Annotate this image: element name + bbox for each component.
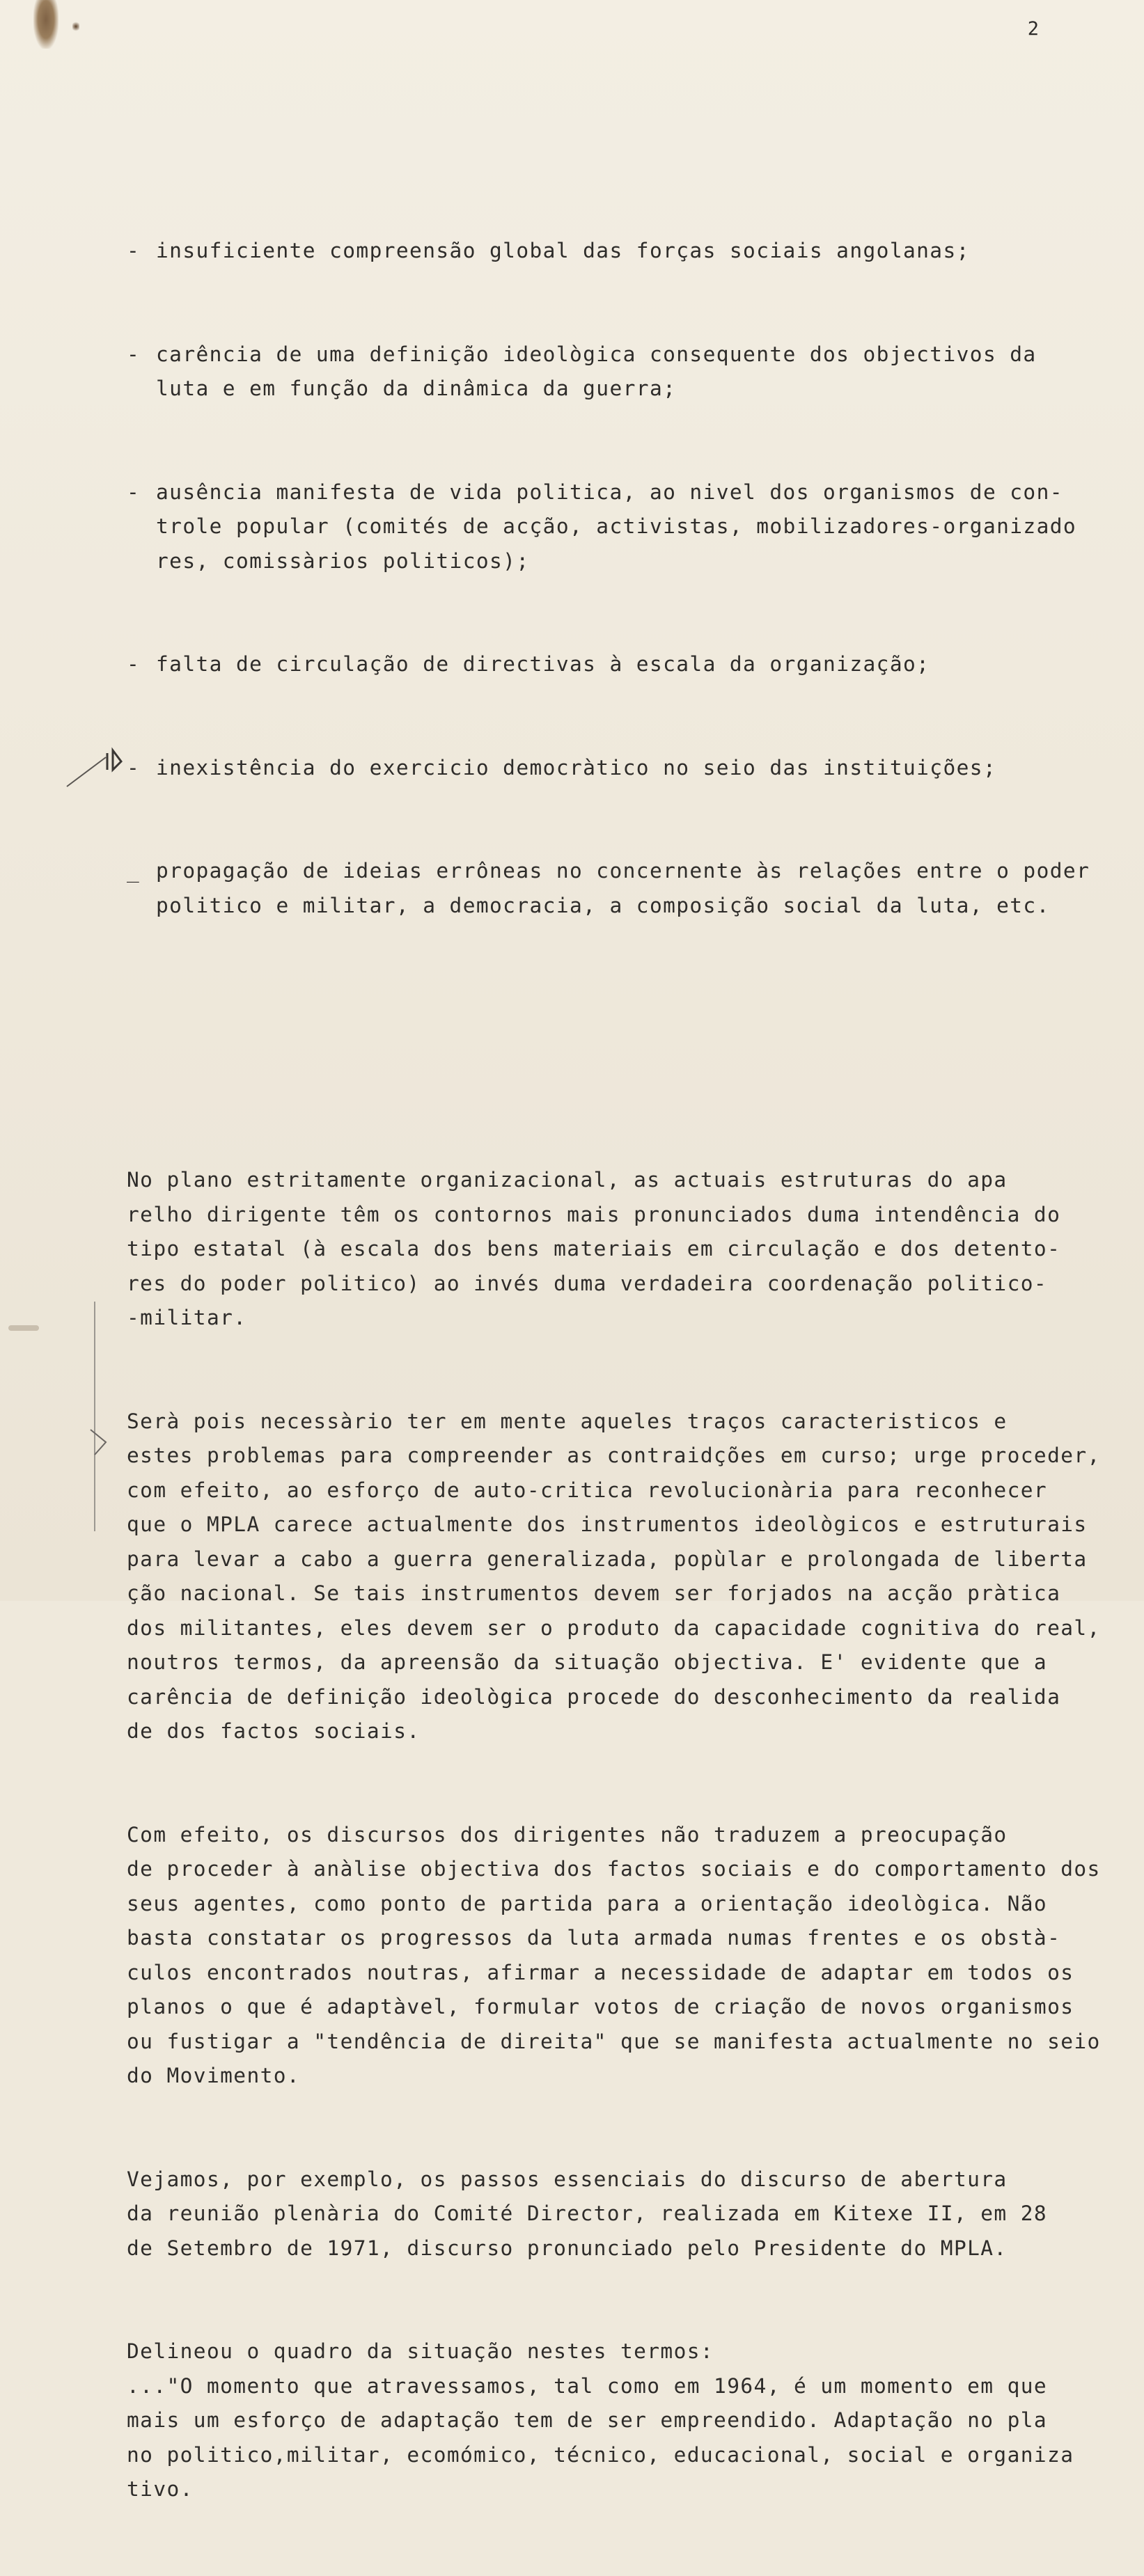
bullet-dash: - — [127, 755, 141, 780]
margin-arrow-mark — [64, 738, 127, 793]
paragraph: No plano estritamente organizacional, as actuais estruturas do apa relho dirigente têm os contornos mais pronunciados duma intendência do tipo estatal (à escala dos bens materiais em circulação e dos detento- res do poder politico) ao invés duma verdadeira coordenação politico- -militar. — [127, 1168, 1061, 1329]
list-item — [127, 647, 1115, 682]
bullet-dash: - — [127, 480, 141, 504]
bullet-dash: - — [127, 342, 141, 366]
list-item — [127, 854, 1115, 923]
ink-stain — [33, 0, 58, 49]
paragraph: Serà pois necessàrio ter em mente aqueles traços caracteristicos e estes problemas para compreender as contraidções em curso; urge proceder, com efeito, ao esforço de auto-critica revolucionària para reconhecer que o MPLA carece actualmente dos instrumentos ideològicos e estruturais para levar a cabo a guerra generalizada, popùlar e prolongada de liberta ção nacional. Se tais instrumentos devem ser forjados na acção pràtica dos militantes, eles devem ser o produto da capacidade cognitiva do real, noutros termos, da apreensão da situação objectiva. E' evidente que a carência de definição ideològica procede do desconhecimento da realida de dos factos sociais. — [127, 1409, 1101, 1743]
list-item — [127, 338, 1115, 406]
list-item — [127, 475, 1115, 579]
paragraph: Delineou o quadro da situação nestes termos: ..."O momento que atravessamos, tal como em 1964, é um momento em que mais um esforço de adaptação tem de ser empreendido. Adaptação no pla no politico,militar, ecomómico, técnico, educacional, social e organiza tivo. — [127, 2339, 1074, 2501]
list-item-text: ausência manifesta de vida politica, ao nivel dos organismos de con- trole popular (comités de acção, activistas, mobilizadores-organizado res, comissàrios politicos); — [156, 480, 1077, 573]
paragraph: Com efeito, os discursos dos dirigentes não traduzem a preocupação de proceder à anàlise objectiva dos factos sociais e do comportamento dos seus agentes, como ponto de partida para a orientação ideològica. Não basta constatar os progressos da luta armada numas frentes e os obstà- culos encontrados noutras, afirmar a necessidade de adaptar em todos os planos o que é adaptàvel, formular votos de criação de novos organismos ou fustigar a "tendência de direita" que se manifesta actualmente no seio do Movimento. — [127, 1822, 1101, 2087]
bullet-list — [127, 165, 1115, 992]
bullet-dash: - — [127, 239, 141, 262]
margin-bracket-mark — [89, 1427, 117, 1524]
list-item-text: inexistência do exercicio democràtico no seio das instituições; — [156, 755, 997, 780]
list-item-text: propagação de ideias errôneas no concernente às relações entre o poder politico e militar, a democracia, a composição social da luta, etc. — [156, 859, 1090, 917]
list-item-text: falta de circulação de directivas à escala da organização; — [156, 652, 930, 676]
page-number: 2 — [1027, 18, 1040, 40]
list-item — [127, 751, 1115, 786]
ink-spot — [72, 21, 79, 32]
edge-mark — [8, 1325, 39, 1331]
paragraph-gap — [127, 1061, 1115, 1094]
typed-text — [127, 96, 1115, 2576]
list-item-text: insuficiente compreensão global das forças sociais angolanas; — [156, 239, 970, 262]
bullet-dash: - — [127, 652, 141, 676]
list-item-text: carência de uma definição ideològica consequente dos objectivos da luta e em função da dinâmica da guerra; — [156, 342, 1037, 400]
bullet-dash: _ — [127, 859, 141, 883]
list-item — [127, 234, 1115, 269]
paragraph: Vejamos, por exemplo, os passos essenciais do discurso de abertura da reunião plenària do Comité Director, realizada em Kitexe II, em 28 de Setembro de 1971, discurso pronunciado pelo Presidente do MPLA. — [127, 2167, 1048, 2260]
